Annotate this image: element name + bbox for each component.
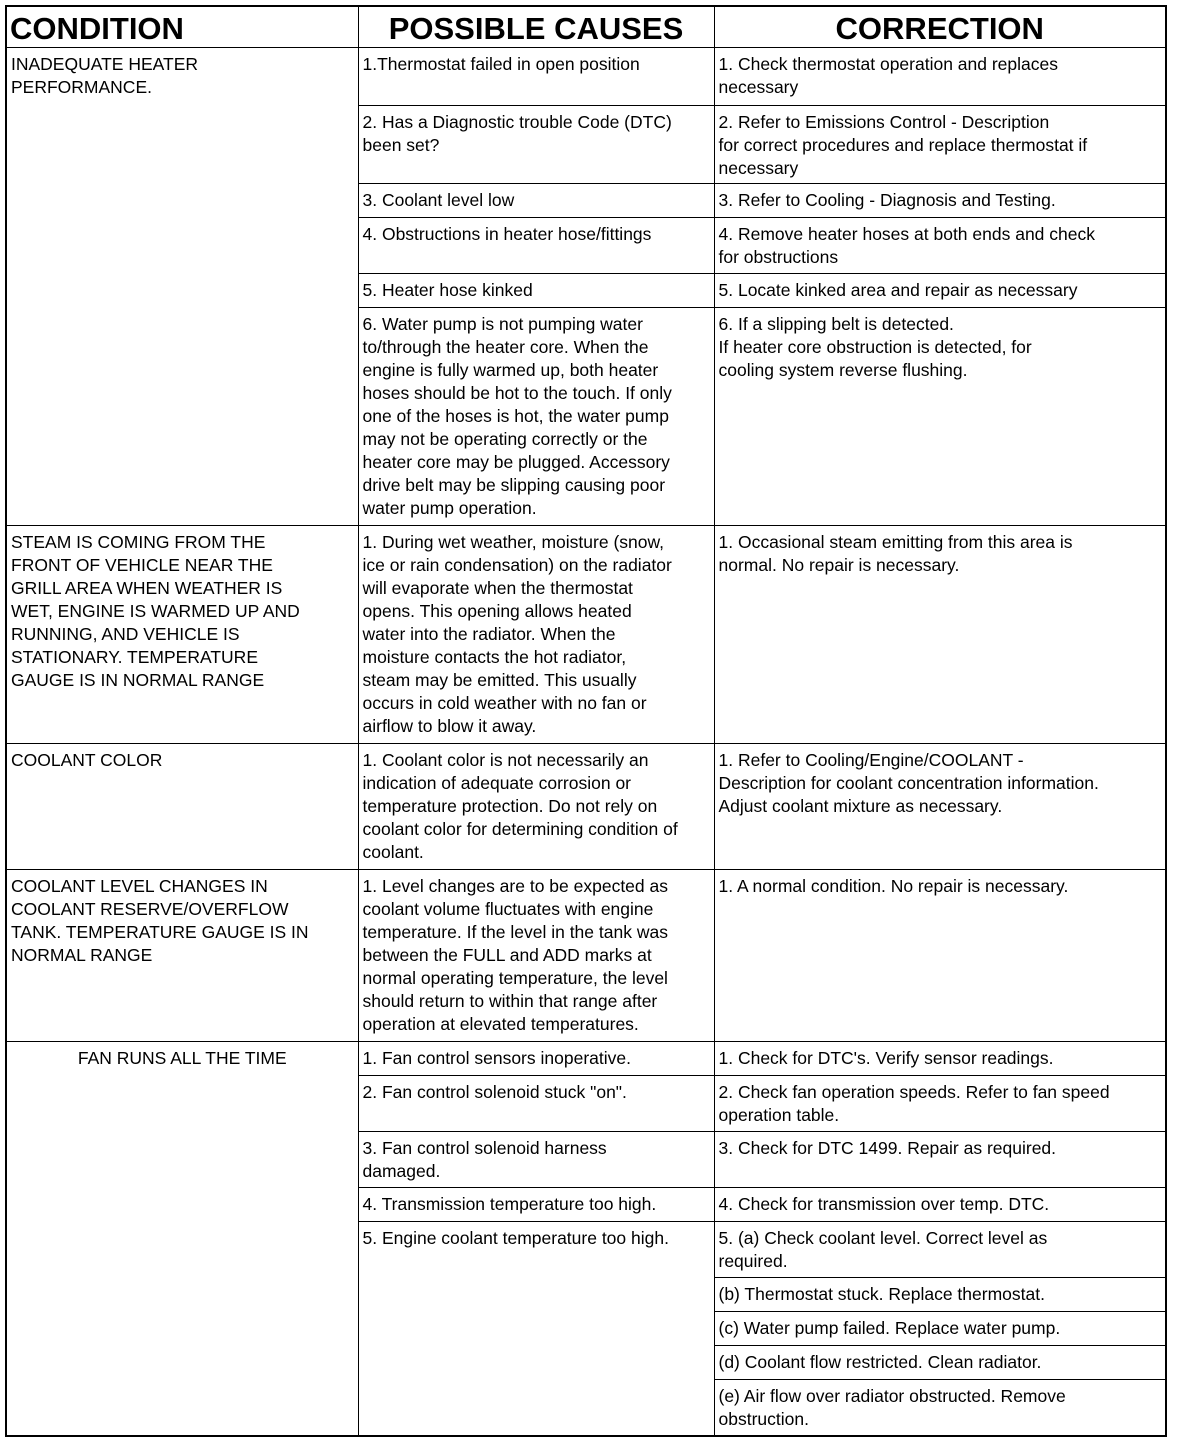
condition-cell: STEAM IS COMING FROM THE FRONT OF VEHICLE NEAR THE GRILL AREA WHEN WEATHER IS WET, ENGINE IS WARMED UP AND RUNNING, AND VEHICLE IS STATIONARY. TEMPERATURE GAUGE IS IN NORMAL RANGE: [6, 526, 358, 744]
cause-cell: 1. Level changes are to be expected as coolant volume fluctuates with engine temperature. If the level in the tank was between the FULL and ADD marks at normal operating temperature, the level should return to within that range after operation at elevated temperatures.: [358, 870, 714, 1042]
table-row: [6, 1042, 1166, 1076]
correction-cell: 2. Check fan operation speeds. Refer to fan speed operation table.: [714, 1076, 1166, 1132]
cause-cell: 5. Engine coolant temperature too high.: [358, 1222, 714, 1437]
cause-cell: 6. Water pump is not pumping water to/through the heater core. When the engine is fully warmed up, both heater hoses should be hot to the touch. If only one of the hoses is hot, the water pump may not be operating correctly or the heater core may be plugged. Accessory drive belt may be slipping causing poor water pump operation.: [358, 308, 714, 526]
correction-cell: 1. A normal condition. No repair is necessary.: [714, 870, 1166, 1042]
cause-cell: 4. Transmission temperature too high.: [358, 1188, 714, 1222]
correction-cell: 1. Occasional steam emitting from this area is normal. No repair is necessary.: [714, 526, 1166, 744]
correction-cell: 5. (a) Check coolant level. Correct level as required.: [714, 1222, 1166, 1278]
table-row: [6, 744, 1166, 870]
cause-cell: 1. Coolant color is not necessarily an indication of adequate corrosion or temperature protection. Do not rely on coolant color for determining condition of coolant.: [358, 744, 714, 870]
table-row: [6, 526, 1166, 744]
cause-cell: 3. Fan control solenoid harness damaged.: [358, 1132, 714, 1188]
correction-cell: (d) Coolant flow restricted. Clean radiator.: [714, 1346, 1166, 1380]
header-possible-causes: POSSIBLE CAUSES: [358, 6, 714, 48]
correction-cell: 1. Check for DTC's. Verify sensor readings.: [714, 1042, 1166, 1076]
condition-cell: INADEQUATE HEATER PERFORMANCE.: [6, 48, 358, 526]
cause-cell: 1. Fan control sensors inoperative.: [358, 1042, 714, 1076]
correction-cell: 4. Check for transmission over temp. DTC.: [714, 1188, 1166, 1222]
correction-cell: 3. Check for DTC 1499. Repair as required.: [714, 1132, 1166, 1188]
table-row: [6, 870, 1166, 1042]
cause-cell: 1.Thermostat failed in open position: [358, 48, 714, 106]
correction-cell: 1. Check thermostat operation and replaces necessary: [714, 48, 1166, 106]
correction-cell: 5. Locate kinked area and repair as necessary: [714, 274, 1166, 308]
condition-cell: COOLANT LEVEL CHANGES IN COOLANT RESERVE/OVERFLOW TANK. TEMPERATURE GAUGE IS IN NORMAL RANGE: [6, 870, 358, 1042]
cause-cell: 2. Has a Diagnostic trouble Code (DTC) been set?: [358, 106, 714, 184]
condition-cell: COOLANT COLOR: [6, 744, 358, 870]
header-condition: CONDITION: [6, 6, 358, 48]
table-row: [6, 48, 1166, 106]
cause-cell: 3. Coolant level low: [358, 184, 714, 218]
cause-cell: 5. Heater hose kinked: [358, 274, 714, 308]
correction-cell: (e) Air flow over radiator obstructed. Remove obstruction.: [714, 1380, 1166, 1437]
correction-cell: 2. Refer to Emissions Control - Description for correct procedures and replace thermostat if necessary: [714, 106, 1166, 184]
cause-cell: 2. Fan control solenoid stuck "on".: [358, 1076, 714, 1132]
diagnosis-table: [5, 5, 1167, 1437]
header-correction: CORRECTION: [714, 6, 1166, 48]
cause-cell: 4. Obstructions in heater hose/fittings: [358, 218, 714, 274]
header-row: [6, 6, 1166, 48]
correction-cell: 3. Refer to Cooling - Diagnosis and Testing.: [714, 184, 1166, 218]
cause-cell: 1. During wet weather, moisture (snow, ice or rain condensation) on the radiator will evaporate when the thermostat opens. This opening allows heated water into the radiator. When the moisture contacts the hot radiator, steam may be emitted. This usually occurs in cold weather with no fan or airflow to blow it away.: [358, 526, 714, 744]
correction-cell: 6. If a slipping belt is detected. If heater core obstruction is detected, for cooling system reverse flushing.: [714, 308, 1166, 526]
condition-cell: FAN RUNS ALL THE TIME: [6, 1042, 358, 1437]
correction-cell: 1. Refer to Cooling/Engine/COOLANT - Description for coolant concentration information. Adjust coolant mixture as necessary.: [714, 744, 1166, 870]
correction-cell: 4. Remove heater hoses at both ends and check for obstructions: [714, 218, 1166, 274]
correction-cell: (c) Water pump failed. Replace water pump.: [714, 1312, 1166, 1346]
correction-cell: (b) Thermostat stuck. Replace thermostat.: [714, 1278, 1166, 1312]
